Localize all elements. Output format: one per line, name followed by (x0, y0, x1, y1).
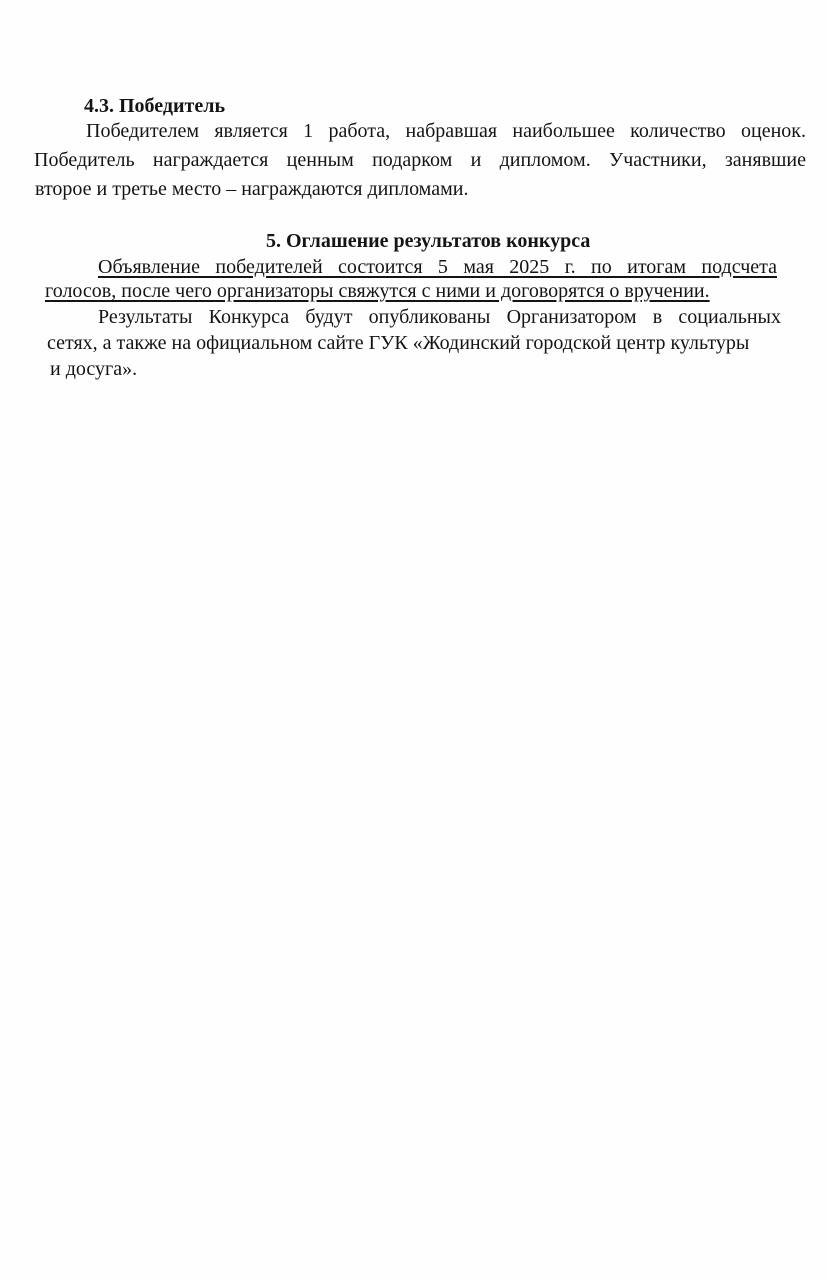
section-4-3-heading: 4.3. Победитель (84, 95, 226, 117)
section-4-3-line-1: Победителем является 1 работа, набравшая наибольшее количество оценок. (86, 120, 806, 142)
section-4-3-line-2: Победитель награждается ценным подарком и дипломом. Участники, занявшие (34, 149, 806, 171)
publication-line-3: и досуга». (50, 358, 138, 380)
announcement-line-1: Объявление победителей состоится 5 мая 2025 г. по итогам подсчета (98, 256, 777, 278)
publication-line-2: сетях, а также на официальном сайте ГУК «Жодинский городской центр культуры (47, 332, 750, 354)
announcement-line-2: голосов, после чего организаторы свяжутся с ними и договорятся о вручении. (45, 280, 710, 302)
publication-line-1: Результаты Конкурса будут опубликованы Организатором в социальных (98, 306, 781, 328)
section-5-heading: 5. Оглашение результатов конкурса (266, 230, 591, 252)
section-4-3-line-3: второе и третье место – награждаются дипломами. (35, 178, 469, 200)
